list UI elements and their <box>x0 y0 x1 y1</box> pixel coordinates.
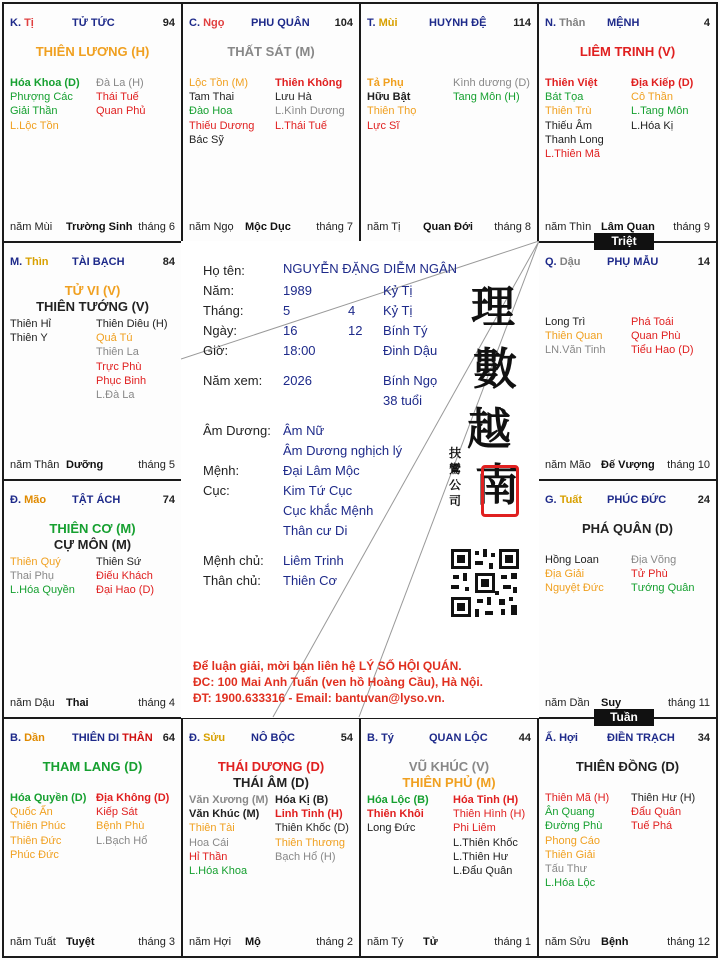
minor-star: Thiên Thọ <box>367 105 417 118</box>
minor-star: Lộc Tồn (M) <box>189 77 249 89</box>
palace-number: 34 <box>697 732 710 744</box>
minor-star: Thiên Giải <box>545 848 596 861</box>
palace-footer <box>189 221 353 235</box>
minor-star: Đà La (H) <box>96 77 144 89</box>
palace-number: 14 <box>697 256 710 268</box>
palace-number: 44 <box>518 732 531 744</box>
palace-month: tháng 2 <box>316 936 353 948</box>
palace-cell-ngo <box>181 2 361 243</box>
minor-stars-right <box>631 76 693 133</box>
hour-label: Giờ: <box>203 343 229 358</box>
minor-star: Thiên Khốc (D) <box>275 822 349 835</box>
palace-number: 54 <box>340 732 353 744</box>
minor-star: Đại Hao (D) <box>96 584 155 597</box>
palace-name: MỆNH <box>607 17 640 29</box>
palace-year: năm Tý <box>367 936 404 948</box>
minor-star: L.Hóa Kị <box>631 119 674 132</box>
main-star: THIÊN ĐỒNG (D) <box>575 759 680 774</box>
minor-star: Phá Toái <box>631 316 674 328</box>
palace-name: NÔ BỘC <box>251 732 295 744</box>
minor-star: L.Kình Dương <box>275 105 345 118</box>
palace-cell-suu <box>181 717 361 958</box>
cuc-note-1: Cục khắc Mệnh <box>283 503 374 518</box>
minor-star: Linh Tinh (H) <box>275 808 343 821</box>
palace-footer <box>189 936 353 950</box>
hour-value: 18:00 <box>283 343 316 358</box>
palace-branch: Q. Dậu <box>545 256 581 268</box>
palace-stage: Lâm Quan <box>601 221 655 233</box>
minor-star: Bệnh Phù <box>96 820 145 833</box>
name-value: NGUYỄN ĐẶNG DIỄM NGÂN <box>283 261 458 276</box>
palace-header <box>367 17 531 31</box>
contact-line-1: Để luận giải, mời bạn liên hệ LÝ SỐ HỘI QUÁN. <box>193 659 462 673</box>
minor-stars-left <box>10 791 86 862</box>
minor-star: Hóa Khoa (D) <box>10 77 80 89</box>
day-canchi: Bính Tý <box>383 323 428 338</box>
palace-year: năm Dần <box>545 697 590 709</box>
minor-star: Quan Phủ <box>96 105 146 118</box>
palace-number: 104 <box>334 17 353 29</box>
palace-branch: Ấ. Hợi <box>545 732 578 744</box>
minor-stars-left <box>189 793 268 878</box>
palace-stage: Mộ <box>245 936 261 948</box>
palace-cell-than <box>537 2 718 243</box>
year-value: 1989 <box>283 283 312 298</box>
minor-star: Hỉ Thần <box>189 850 228 863</box>
main-star: THIÊN CƠ (M) <box>49 521 136 536</box>
minor-star: Đào Hoa <box>189 105 233 118</box>
palace-year: năm Ngọ <box>189 221 234 233</box>
minor-star: Lực Sĩ <box>367 119 400 132</box>
main-star: TỬ VI (V) <box>64 283 121 298</box>
palace-cell-ty <box>2 2 183 243</box>
minor-star: L.Thiên Khốc <box>453 836 518 849</box>
palace-number: 4 <box>703 17 710 29</box>
age-value: 38 tuổi <box>383 393 423 408</box>
palace-header <box>189 17 353 31</box>
minor-star: Quốc Ấn <box>10 806 53 819</box>
minor-stars-right <box>96 791 169 848</box>
palace-header <box>545 494 710 508</box>
palace-number: 84 <box>162 256 175 268</box>
palace-footer <box>367 936 531 950</box>
palace-header <box>10 17 175 31</box>
calligraphy-char-1: 理 <box>471 282 515 333</box>
minor-star: Hóa Quyền (D) <box>10 792 87 804</box>
minor-star: Bác Sỹ <box>189 133 224 146</box>
minor-star: Tuế Phá <box>631 820 673 833</box>
palace-stage: Quan Đới <box>423 221 473 233</box>
minor-star: Thiên Sứ <box>96 556 142 568</box>
minor-stars-left <box>545 791 609 890</box>
main-star: CỰ MÔN (M) <box>53 537 132 552</box>
minor-star: Thiên Hư (H) <box>631 792 696 804</box>
minor-star: Ân Quang <box>545 806 595 819</box>
palace-stage: Dưỡng <box>66 459 104 471</box>
minor-star: Đường Phù <box>545 820 603 833</box>
minor-star: Thiên Quý <box>10 556 61 568</box>
main-star: THIÊN TƯỚNG (V) <box>36 299 149 314</box>
cuc-note-2: Thân cư Di <box>283 523 348 538</box>
yin-yang-label: Âm Dương: <box>203 423 271 438</box>
minor-star: Thiên Diêu (H) <box>96 318 168 330</box>
palace-year: năm Thìn <box>545 221 592 233</box>
minor-star: L.Đẩu Quân <box>453 864 513 877</box>
palace-footer <box>10 936 175 950</box>
minor-star: Quả Tú <box>96 332 133 345</box>
minor-star: Văn Khúc (M) <box>189 808 260 821</box>
minor-star: Thái Tuế <box>96 91 139 104</box>
minor-star: L.Hóa Khoa <box>189 864 248 877</box>
minor-star: Thiên Thương <box>275 836 346 849</box>
minor-star: Hóa Kị (B) <box>275 794 329 806</box>
minor-star: Điếu Khách <box>96 570 153 583</box>
palace-month: tháng 3 <box>138 936 175 948</box>
palace-year: năm Mão <box>545 459 591 471</box>
minor-star: Thiên Tài <box>189 822 235 835</box>
palace-branch: Đ. Sửu <box>189 732 226 744</box>
palace-year: năm Sửu <box>545 936 591 948</box>
minor-star: L.Thiên Hư <box>453 850 509 863</box>
palace-branch: Đ. Mão <box>10 494 47 506</box>
main-star: THẤT SÁT (M) <box>227 44 315 59</box>
minor-star: Thiên Khôi <box>367 808 424 821</box>
minor-stars-left <box>367 76 416 133</box>
minor-star: Quan Phù <box>631 330 681 343</box>
palace-month: tháng 7 <box>316 221 353 233</box>
year-canchi: Kỷ Tị <box>383 283 413 298</box>
destiny-value: Đại Lâm Mộc <box>283 463 360 478</box>
destiny-master-value: Liêm Trinh <box>283 553 344 568</box>
month-lunar: 4 <box>348 303 356 318</box>
minor-star: Địa Kiếp (D) <box>631 77 694 89</box>
small-seal-text: 扶鸞公司 <box>449 446 462 508</box>
minor-star: L.Lộc Tồn <box>10 119 59 132</box>
palace-number: 114 <box>513 17 531 29</box>
palace-month: tháng 1 <box>494 936 531 948</box>
minor-star: Văn Xương (M) <box>189 794 269 806</box>
qr-code-icon <box>449 547 521 619</box>
minor-star: Phong Cáo <box>545 834 601 847</box>
minor-star: L.Bạch Hổ <box>96 834 148 847</box>
palace-cell-mui <box>359 2 539 243</box>
palace-header <box>545 256 710 270</box>
palace-branch: T. Mùi <box>367 17 398 29</box>
main-star: THAM LANG (D) <box>42 759 143 774</box>
minor-star: Tử Phù <box>631 568 668 581</box>
palace-stage: Thai <box>66 697 89 709</box>
palace-month: tháng 11 <box>667 697 710 709</box>
minor-stars-right <box>96 76 146 119</box>
minor-star: Bạch Hổ (H) <box>275 850 336 863</box>
palace-branch: N. Thân <box>545 17 586 29</box>
palace-cell-hoi <box>537 717 718 958</box>
minor-star: Thiên Đức <box>10 834 62 847</box>
minor-star: L.Thiên Mã <box>545 147 601 160</box>
minor-star: Hồng Loan <box>545 554 599 566</box>
chart-center-panel <box>181 241 539 718</box>
palace-header <box>545 17 710 31</box>
minor-stars-right <box>631 553 695 596</box>
minor-star: Long Đức <box>367 822 416 835</box>
palace-footer <box>10 221 175 235</box>
palace-branch: B. Dần <box>10 732 45 744</box>
month-label: Tháng: <box>203 303 244 318</box>
palace-year: năm Dậu <box>10 697 55 709</box>
body-master-value: Thiên Cơ <box>283 573 338 588</box>
main-star: LIÊM TRINH (V) <box>579 44 676 59</box>
palace-number: 94 <box>162 17 175 29</box>
calligraphy-char-4: 南 <box>475 460 519 511</box>
minor-star: Cô Thần <box>631 91 673 104</box>
minor-star: Phượng Các <box>10 91 73 104</box>
palace-branch: B. Tý <box>367 732 394 744</box>
palace-name: PHỤ MẪU <box>607 256 659 268</box>
minor-stars-right <box>96 317 168 402</box>
cuc-value: Kim Tứ Cục <box>283 483 353 498</box>
palace-year: năm Thân <box>10 459 60 471</box>
palace-cell-tuat <box>537 479 718 719</box>
view-year-label: Năm xem: <box>203 373 263 388</box>
minor-star: L.Đà La <box>96 388 135 401</box>
contact-address: ĐC: 100 Mai Anh Tuấn (ven hồ Hoàng Cầu), Hà Nội. <box>193 675 484 689</box>
minor-star: Thiên Quan <box>545 330 603 343</box>
palace-footer <box>367 221 531 235</box>
cuc-label: Cục: <box>203 483 230 498</box>
palace-name: PHU QUÂN <box>251 17 310 29</box>
minor-stars-left <box>189 76 254 147</box>
palace-stage: Đế Vượng <box>601 459 655 471</box>
palace-stage: Tử <box>423 936 438 948</box>
palace-name: PHÚC ĐỨC <box>607 494 667 506</box>
minor-stars-left <box>545 315 606 358</box>
minor-stars-left <box>10 555 75 598</box>
palace-month: tháng 12 <box>667 936 710 948</box>
palace-month: tháng 9 <box>673 221 710 233</box>
minor-stars-right <box>453 793 525 878</box>
minor-star: Tướng Quân <box>631 582 695 595</box>
minor-star: Tả Phụ <box>367 77 404 89</box>
month-value: 5 <box>283 303 291 318</box>
palace-name: HUYNH ĐỆ <box>429 17 487 29</box>
minor-star: Nguyệt Đức <box>545 582 604 595</box>
palace-month: tháng 5 <box>138 459 175 471</box>
minor-star: Thiên Hình (H) <box>453 808 526 821</box>
palace-branch: M. Thìn <box>10 256 49 268</box>
palace-footer <box>10 459 175 473</box>
minor-star: L.Tang Môn <box>631 105 689 118</box>
minor-star: Bát Tọa <box>545 91 584 104</box>
palace-stage: Bệnh <box>601 936 629 948</box>
palace-name: TẬT ÁCH <box>72 494 121 506</box>
palace-year: năm Tị <box>367 221 401 233</box>
hour-canchi: Đinh Dậu <box>383 343 438 358</box>
month-canchi: Kỷ Tị <box>383 303 413 318</box>
minor-star: Kiếp Sát <box>96 806 138 819</box>
yin-yang-note: Âm Dương nghịch lý <box>283 443 403 458</box>
minor-star: Thiên Mã (H) <box>545 792 610 804</box>
palace-number: 24 <box>697 494 710 506</box>
minor-stars-right <box>631 791 695 834</box>
palace-year: năm Mùi <box>10 221 53 233</box>
palace-cell-mao <box>2 479 183 719</box>
palace-month: tháng 6 <box>138 221 175 233</box>
minor-star: Thiên Phúc <box>10 820 66 833</box>
palace-year: năm Tuất <box>10 936 56 948</box>
palace-header <box>189 732 353 746</box>
minor-star: Địa Giải <box>545 568 585 581</box>
destiny-master-label: Mệnh chủ: <box>203 553 264 568</box>
name-label: Họ tên: <box>203 263 245 278</box>
palace-branch: G. Tuất <box>545 494 583 506</box>
minor-star: Tiểu Hao (D) <box>631 344 694 357</box>
palace-stage: Suy <box>601 697 622 709</box>
palace-name: QUAN LỘC <box>429 732 488 744</box>
palace-stage: Tuyệt <box>66 936 95 948</box>
main-star: THIÊN LƯƠNG (H) <box>35 44 150 59</box>
minor-star: Hữu Bật <box>367 91 411 104</box>
palace-branch: C. Ngọ <box>189 17 225 29</box>
palace-stage: Mộc Dục <box>245 221 291 233</box>
qr-code[interactable] <box>449 547 521 619</box>
palace-header <box>10 732 175 746</box>
body-master-label: Thân chủ: <box>203 573 261 588</box>
minor-star: Tang Môn (H) <box>453 91 520 104</box>
minor-star: Phi Liêm <box>453 822 496 835</box>
palace-header <box>367 732 531 746</box>
contact-phone-email: ĐT: 1900.633316 - Email: bantuvan@lyso.vn. <box>193 691 445 705</box>
minor-star: Phục Binh <box>96 374 147 387</box>
minor-stars-right <box>96 555 154 598</box>
palace-stage: Trường Sinh <box>66 221 133 233</box>
minor-star: Đẩu Quân <box>631 806 682 819</box>
minor-star: L.Thái Tuế <box>275 119 327 132</box>
red-seal-stamp <box>481 465 519 517</box>
palace-name: ĐIỀN TRẠCH <box>607 732 675 744</box>
minor-star: Thiên Không <box>275 77 343 89</box>
palace-name: THIÊN DI THÂN <box>72 732 153 744</box>
main-star: VŨ KHÚC (V) <box>408 759 490 774</box>
palace-branch: K. Tị <box>10 17 34 29</box>
minor-star: Thiếu Âm <box>545 119 593 132</box>
palace-number: 64 <box>162 732 175 744</box>
day-value: 16 <box>283 323 298 338</box>
minor-star: Thanh Long <box>545 133 604 146</box>
minor-star: Thiên Trù <box>545 105 592 118</box>
minor-star: Thiên Hỉ <box>10 318 51 330</box>
main-star: PHÁ QUÂN (D) <box>582 521 673 536</box>
minor-star: Hóa Lộc (B) <box>367 794 429 806</box>
minor-star: Long Trì <box>545 316 586 328</box>
palace-footer <box>545 459 710 473</box>
minor-stars-right <box>275 793 349 864</box>
minor-star: Giải Thần <box>10 105 58 118</box>
palace-month: tháng 10 <box>667 459 710 471</box>
minor-star: Hoa Cái <box>189 836 229 849</box>
day-lunar: 12 <box>348 323 363 338</box>
palace-header <box>10 494 175 508</box>
minor-star: Thiên Y <box>10 332 48 345</box>
palace-header <box>545 732 710 746</box>
minor-stars-left <box>545 553 604 596</box>
view-year-canchi: Bính Ngọ <box>383 373 438 388</box>
minor-star: Tam Thai <box>189 91 235 104</box>
minor-star: Địa Võng <box>631 554 677 566</box>
palace-year: năm Hợi <box>189 936 232 948</box>
minor-stars-left <box>10 317 51 345</box>
minor-star: Thai Phụ <box>10 570 55 583</box>
minor-star: Trực Phù <box>96 360 142 373</box>
destiny-label: Mệnh: <box>203 463 240 478</box>
palace-footer <box>10 697 175 711</box>
palace-name: TÀI BẠCH <box>72 256 125 268</box>
palace-cell-dau <box>537 241 718 481</box>
minor-star: Kình dương (D) <box>453 77 530 89</box>
minor-stars-left <box>367 793 429 836</box>
minor-stars-left <box>545 76 604 161</box>
minor-star: Tấu Thư <box>545 862 588 875</box>
year-label: Năm: <box>203 283 235 298</box>
main-star: THÁI ÂM (D) <box>233 775 309 790</box>
view-year-value: 2026 <box>283 373 312 388</box>
minor-star: Thiên La <box>96 346 139 359</box>
minor-star: Thiếu Dương <box>189 119 255 132</box>
palace-header <box>10 256 175 270</box>
tuan-marker: Tuần <box>594 709 654 726</box>
main-star: THIÊN PHỦ (M) <box>402 775 496 790</box>
minor-star: Thiên Việt <box>545 77 598 89</box>
palace-cell-thin <box>2 241 183 481</box>
palace-name: TỬ TỨC <box>72 17 115 29</box>
minor-star: Hóa Tinh (H) <box>453 794 519 806</box>
than-marker: THÂN <box>122 732 153 744</box>
minor-star: Phúc Đức <box>10 848 59 861</box>
calligraphy-char-3: 越 <box>467 404 511 455</box>
main-star: THÁI DƯƠNG (D) <box>217 759 325 774</box>
minor-star: L.Hóa Lộc <box>545 877 596 890</box>
palace-month: tháng 8 <box>494 221 531 233</box>
minor-star: LN.Văn Tinh <box>545 344 606 357</box>
calligraphy-char-2: 數 <box>473 344 517 395</box>
minor-stars-right <box>631 315 694 358</box>
minor-star: Địa Không (D) <box>96 792 170 804</box>
minor-star: Lưu Hà <box>275 91 312 104</box>
palace-cell-ty2 <box>359 717 539 958</box>
minor-stars-right <box>453 76 530 104</box>
palace-month: tháng 4 <box>138 697 175 709</box>
palace-footer <box>545 936 710 950</box>
triet-marker: Triệt <box>594 233 654 250</box>
day-label: Ngày: <box>203 323 237 338</box>
minor-stars-right <box>275 76 345 133</box>
minor-star: L.Hóa Quyền <box>10 584 75 597</box>
palace-number: 74 <box>162 494 175 506</box>
minor-stars-left <box>10 76 80 133</box>
palace-cell-dan <box>2 717 183 958</box>
yin-yang-value: Âm Nữ <box>283 423 325 438</box>
